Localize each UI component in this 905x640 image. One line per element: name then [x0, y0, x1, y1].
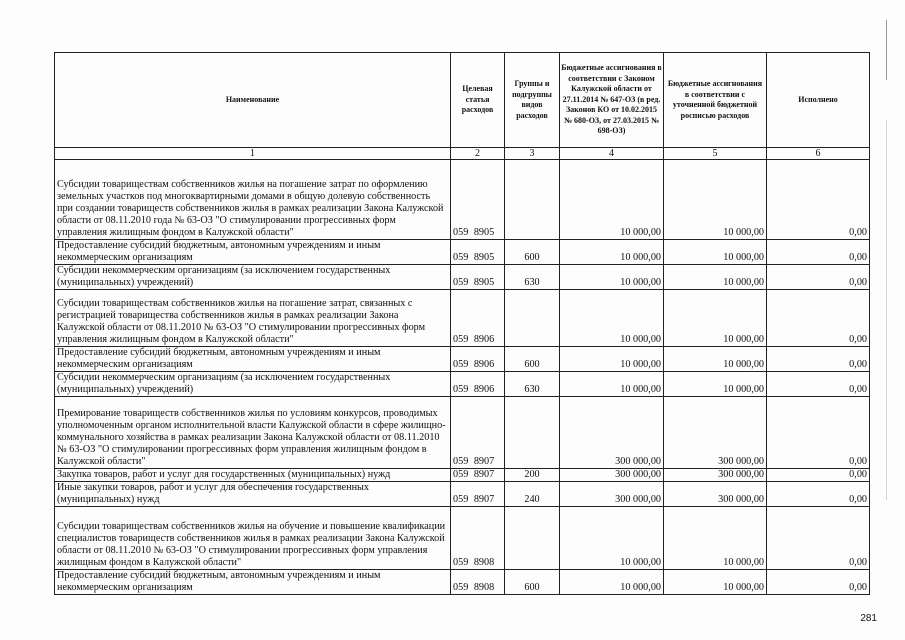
row-target-code: 059 8907 — [451, 482, 505, 507]
row-name: Субсидии товариществам собственников жилья на погашение затрат по оформлению земельных участков под многоквартирными домами в общую долевую собственность при создании товариществ собственников жилья в рамках реализации Закона Калужской области от 08.11.2010 года № 63-ОЗ "О стимулировании прогрессивных форм управления жилищным фондом в Калужской области" — [55, 160, 451, 240]
table-row — [55, 290, 870, 347]
table-row — [55, 469, 870, 482]
row-name: Иные закупки товаров, работ и услуг для обеспечения государственных (муниципальных) нужд — [55, 482, 451, 507]
header-target-article: Целевая статья расходов — [451, 53, 505, 148]
row-expense-group: 600 — [505, 570, 560, 595]
row-assignment-law: 10 000,00 — [560, 160, 664, 240]
row-expense-group: 240 — [505, 482, 560, 507]
row-assignment-refined: 10 000,00 — [664, 507, 767, 570]
table-row — [55, 372, 870, 397]
column-number: 3 — [505, 148, 560, 160]
row-assignment-law: 300 000,00 — [560, 397, 664, 469]
column-number: 1 — [55, 148, 451, 160]
row-name: Субсидии некоммерческим организациям (за исключением государственных (муниципальных) учреждений) — [55, 265, 451, 290]
row-target-code: 059 8906 — [451, 347, 505, 372]
row-name: Предоставление субсидий бюджетным, автономным учреждениям и иным некоммерческим организациям — [55, 570, 451, 595]
row-assignment-law: 300 000,00 — [560, 482, 664, 507]
row-expense-group: 630 — [505, 372, 560, 397]
row-assignment-law: 10 000,00 — [560, 570, 664, 595]
row-name: Субсидии некоммерческим организациям (за исключением государственных (муниципальных) учреждений) — [55, 372, 451, 397]
row-target-code: 059 8908 — [451, 507, 505, 570]
row-executed: 0,00 — [767, 482, 870, 507]
header-expense-group: Группы и подгруппы видов расходов — [505, 53, 560, 148]
row-target-code: 059 8905 — [451, 265, 505, 290]
row-assignment-law: 10 000,00 — [560, 290, 664, 347]
row-assignment-refined: 300 000,00 — [664, 469, 767, 482]
column-number: 6 — [767, 148, 870, 160]
row-assignment-refined: 10 000,00 — [664, 347, 767, 372]
row-assignment-refined: 300 000,00 — [664, 397, 767, 469]
row-executed: 0,00 — [767, 347, 870, 372]
row-executed: 0,00 — [767, 507, 870, 570]
table-row — [55, 482, 870, 507]
row-executed: 0,00 — [767, 290, 870, 347]
row-target-code: 059 8906 — [451, 372, 505, 397]
row-executed: 0,00 — [767, 469, 870, 482]
column-number: 2 — [451, 148, 505, 160]
row-assignment-law: 10 000,00 — [560, 507, 664, 570]
table-row — [55, 507, 870, 570]
row-executed: 0,00 — [767, 372, 870, 397]
row-executed: 0,00 — [767, 240, 870, 265]
row-name: Премирование товариществ собственников жилья по условиям конкурсов, проводимых уполномоченным органом исполнительной власти Калужской области в сфере жилищно-коммунального хозяйства в рамках реализации Закона Калужской области от 08.11.2010 № 63-ОЗ "О стимулировании прогрессивных форм управления жилищным фондом в Калужской области" — [55, 397, 451, 469]
row-target-code: 059 8908 — [451, 570, 505, 595]
row-expense-group: 600 — [505, 240, 560, 265]
row-expense-group — [505, 160, 560, 240]
row-expense-group — [505, 507, 560, 570]
table-row — [55, 240, 870, 265]
row-target-code: 059 8906 — [451, 290, 505, 347]
row-name: Предоставление субсидий бюджетным, автономным учреждениям и иным некоммерческим организациям — [55, 240, 451, 265]
row-expense-group — [505, 397, 560, 469]
scan-edge-mark — [886, 120, 887, 500]
column-number-row — [55, 148, 870, 160]
row-expense-group: 630 — [505, 265, 560, 290]
row-assignment-law: 10 000,00 — [560, 347, 664, 372]
page-number: 281 — [860, 613, 877, 624]
row-expense-group — [505, 290, 560, 347]
column-number: 4 — [560, 148, 664, 160]
row-assignment-law: 10 000,00 — [560, 265, 664, 290]
row-assignment-law: 10 000,00 — [560, 240, 664, 265]
row-assignment-law: 10 000,00 — [560, 372, 664, 397]
table-row — [55, 397, 870, 469]
table-row — [55, 160, 870, 240]
row-name: Субсидии товариществам собственников жилья на погашение затрат, связанных с регистрацией товарищества собственников жилья в рамках реализации Закона Калужской области от 08.11.2010 № 63-ОЗ "О стимулировании прогрессивных форм управления жилищным фондом в Калужской области" — [55, 290, 451, 347]
table-row — [55, 265, 870, 290]
row-assignment-refined: 10 000,00 — [664, 570, 767, 595]
budget-table — [54, 52, 870, 595]
row-executed: 0,00 — [767, 397, 870, 469]
row-name: Предоставление субсидий бюджетным, автономным учреждениям и иным некоммерческим организациям — [55, 347, 451, 372]
table-row — [55, 347, 870, 372]
row-assignment-refined: 10 000,00 — [664, 240, 767, 265]
row-assignment-refined: 300 000,00 — [664, 482, 767, 507]
row-target-code: 059 8905 — [451, 160, 505, 240]
header-name: Наименование — [55, 53, 451, 148]
row-executed: 0,00 — [767, 265, 870, 290]
row-executed: 0,00 — [767, 160, 870, 240]
row-target-code: 059 8907 — [451, 397, 505, 469]
row-assignment-refined: 10 000,00 — [664, 290, 767, 347]
header-assignment-refined: Бюджетные ассигнования в соответствии с уточненной бюджетной росписью расходов — [664, 53, 767, 148]
row-expense-group: 200 — [505, 469, 560, 482]
scan-edge-mark — [886, 20, 887, 80]
column-number: 5 — [664, 148, 767, 160]
row-expense-group: 600 — [505, 347, 560, 372]
row-target-code: 059 8907 — [451, 469, 505, 482]
row-target-code: 059 8905 — [451, 240, 505, 265]
header-executed: Исполнено — [767, 53, 870, 148]
row-assignment-refined: 10 000,00 — [664, 160, 767, 240]
row-name: Субсидии товариществам собственников жилья на обучение и повышение квалификации специалистов товариществ собственников жилья в рамках реализации Закона Калужской области от 08.11.2010 № 63-ОЗ "О стимулировании прогрессивных форм управления жилищным фондом в Калужской области" — [55, 507, 451, 570]
header-row — [55, 53, 870, 148]
table-row — [55, 570, 870, 595]
row-assignment-refined: 10 000,00 — [664, 372, 767, 397]
header-assignment-law: Бюджетные ассигнования в соответствии с Законом Калужской области от 27.11.2014 № 647-ОЗ (в ред. Законов КО от 10.02.2015 № 680-ОЗ, от 27.03.2015 № 698-ОЗ) — [560, 53, 664, 148]
row-name: Закупка товаров, работ и услуг для государственных (муниципальных) нужд — [55, 469, 451, 482]
row-assignment-law: 300 000,00 — [560, 469, 664, 482]
row-executed: 0,00 — [767, 570, 870, 595]
row-assignment-refined: 10 000,00 — [664, 265, 767, 290]
table-body — [55, 160, 870, 595]
